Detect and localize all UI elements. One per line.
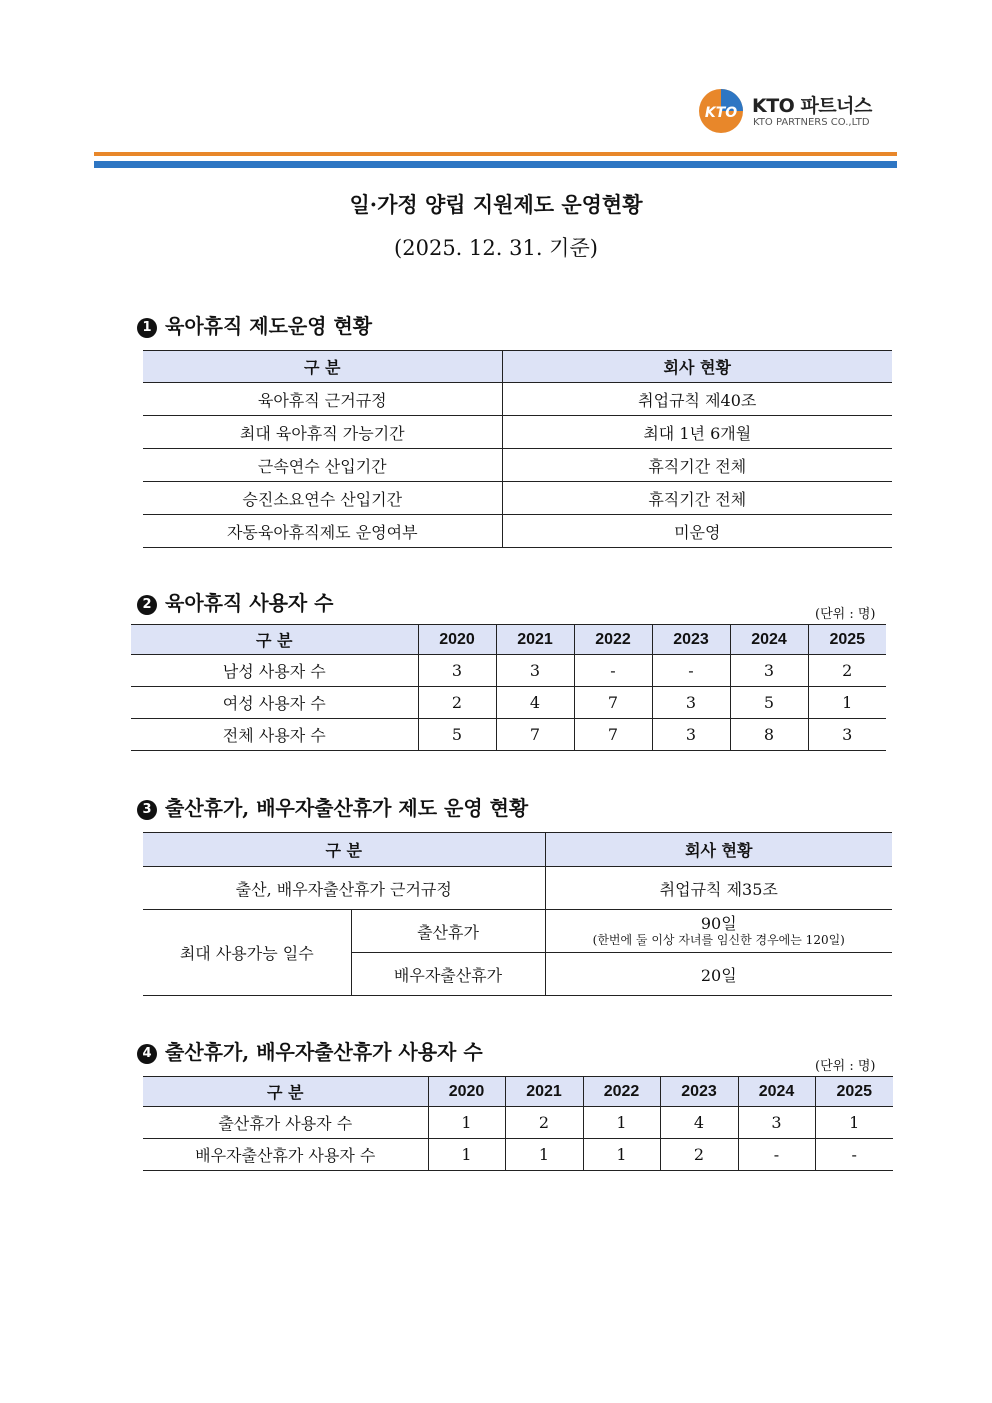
section-3-heading bbox=[137, 792, 528, 821]
logo-mark-text: KTO bbox=[704, 105, 738, 121]
cell-value: 2 bbox=[660, 1139, 738, 1171]
header-rule-orange bbox=[94, 152, 897, 156]
table-row bbox=[143, 867, 892, 910]
parental-leave-policy-table bbox=[143, 350, 892, 548]
year-header: 2022 bbox=[574, 625, 652, 655]
table-header: 구 분 bbox=[143, 833, 545, 867]
cell-value: 2 bbox=[808, 655, 886, 687]
cell-value: 1 bbox=[583, 1107, 660, 1139]
row-label: 승진소요연수 산입기간 bbox=[143, 482, 502, 515]
cell-value: 5 bbox=[730, 687, 808, 719]
maternity-leave-policy-table bbox=[143, 832, 892, 996]
sub-label: 배우자출산휴가 bbox=[351, 953, 545, 996]
cell-value: 1 bbox=[583, 1139, 660, 1171]
cell-value: 5 bbox=[418, 719, 496, 751]
year-header: 2022 bbox=[583, 1077, 660, 1107]
year-header: 2024 bbox=[730, 625, 808, 655]
row-value: 20일 bbox=[545, 953, 892, 996]
table-header: 회사 현황 bbox=[502, 351, 892, 383]
section-number-badge: 2 bbox=[137, 595, 157, 615]
document-date: (2025. 12. 31. 기준) bbox=[394, 236, 598, 260]
table-row bbox=[143, 910, 892, 953]
cell-value: 1 bbox=[505, 1139, 583, 1171]
year-header: 2024 bbox=[738, 1077, 815, 1107]
table-row bbox=[131, 687, 886, 719]
section-title: 출산휴가, 배우자출산휴가 사용자 수 bbox=[165, 1040, 483, 1064]
cell-value: 1 bbox=[808, 687, 886, 719]
document-title: 일·가정 양립 지원제도 운영현황 bbox=[349, 192, 643, 217]
cell-value: 4 bbox=[496, 687, 574, 719]
sub-label: 출산휴가 bbox=[351, 910, 545, 953]
row-value: 취업규칙 제35조 bbox=[545, 867, 892, 910]
row-label: 배우자출산휴가 사용자 수 bbox=[143, 1139, 428, 1171]
table-header: 구 분 bbox=[131, 625, 418, 655]
table-row bbox=[143, 1107, 893, 1139]
unit-label: (단위 : 명) bbox=[815, 1059, 876, 1074]
cell-value: 1 bbox=[815, 1107, 893, 1139]
section-4-heading bbox=[137, 1036, 483, 1065]
cell-value: 3 bbox=[652, 719, 730, 751]
maternity-days: 90일 bbox=[700, 914, 737, 933]
section-title: 육아휴직 사용자 수 bbox=[165, 591, 334, 615]
table-header: 구 분 bbox=[143, 351, 502, 383]
cell-value: - bbox=[815, 1139, 893, 1171]
section-title: 육아휴직 제도운영 현황 bbox=[165, 314, 373, 338]
row-label: 여성 사용자 수 bbox=[131, 687, 418, 719]
table-row bbox=[143, 416, 892, 449]
section-1-heading bbox=[137, 310, 372, 339]
section-number-badge: 4 bbox=[137, 1044, 157, 1064]
row-label: 전체 사용자 수 bbox=[131, 719, 418, 751]
row-label: 남성 사용자 수 bbox=[131, 655, 418, 687]
row-label: 자동육아휴직제도 운영여부 bbox=[143, 515, 502, 548]
year-header: 2023 bbox=[652, 625, 730, 655]
table-row bbox=[143, 515, 892, 548]
year-header: 2023 bbox=[660, 1077, 738, 1107]
kto-logo-icon bbox=[698, 88, 744, 134]
section-2-heading bbox=[137, 587, 334, 616]
table-row bbox=[143, 449, 892, 482]
cell-value: 3 bbox=[730, 655, 808, 687]
row-value bbox=[545, 910, 892, 953]
cell-value: 3 bbox=[496, 655, 574, 687]
row-value: 최대 1년 6개월 bbox=[502, 416, 892, 449]
cell-value: 2 bbox=[418, 687, 496, 719]
row-label: 출산, 배우자출산휴가 근거규정 bbox=[143, 867, 545, 910]
row-value: 휴직기간 전체 bbox=[502, 482, 892, 515]
cell-value: 3 bbox=[738, 1107, 815, 1139]
table-row bbox=[143, 1139, 893, 1171]
year-header: 2021 bbox=[496, 625, 574, 655]
cell-value: 7 bbox=[574, 687, 652, 719]
logo-brand: KTO 파트너스 bbox=[752, 95, 872, 117]
section-number-badge: 1 bbox=[137, 318, 157, 338]
cell-value: 3 bbox=[418, 655, 496, 687]
company-logo bbox=[698, 88, 898, 138]
unit-label: (단위 : 명) bbox=[815, 607, 876, 622]
parental-leave-users-table bbox=[131, 624, 886, 751]
cell-value: 1 bbox=[428, 1139, 505, 1171]
table-row bbox=[131, 719, 886, 751]
cell-value: - bbox=[574, 655, 652, 687]
cell-value: 7 bbox=[496, 719, 574, 751]
section-title: 출산휴가, 배우자출산휴가 제도 운영 현황 bbox=[165, 796, 529, 820]
row-value: 휴직기간 전체 bbox=[502, 449, 892, 482]
row-value: 미운영 bbox=[502, 515, 892, 548]
cell-value: 4 bbox=[660, 1107, 738, 1139]
cell-value: 3 bbox=[808, 719, 886, 751]
header-rule-blue bbox=[94, 161, 897, 168]
table-header: 회사 현황 bbox=[545, 833, 892, 867]
table-row bbox=[143, 482, 892, 515]
row-label: 출산휴가 사용자 수 bbox=[143, 1107, 428, 1139]
year-header: 2021 bbox=[505, 1077, 583, 1107]
row-label: 최대 사용가능 일수 bbox=[143, 910, 351, 996]
maternity-leave-users-table bbox=[143, 1076, 893, 1171]
table-header: 구 분 bbox=[143, 1077, 428, 1107]
logo-subtitle: KTO PARTNERS CO.,LTD bbox=[753, 117, 870, 128]
row-label: 근속연수 산입기간 bbox=[143, 449, 502, 482]
cell-value: 3 bbox=[652, 687, 730, 719]
year-header: 2020 bbox=[418, 625, 496, 655]
cell-value: - bbox=[738, 1139, 815, 1171]
year-header: 2025 bbox=[808, 625, 886, 655]
cell-value: 1 bbox=[428, 1107, 505, 1139]
section-number-badge: 3 bbox=[137, 800, 157, 820]
row-label: 최대 육아휴직 가능기간 bbox=[143, 416, 502, 449]
table-row bbox=[131, 655, 886, 687]
cell-value: 8 bbox=[730, 719, 808, 751]
maternity-note: (한번에 둘 이상 자녀를 임신한 경우에는 120일) bbox=[592, 933, 845, 947]
year-header: 2025 bbox=[815, 1077, 893, 1107]
table-row bbox=[143, 383, 892, 416]
cell-value: 2 bbox=[505, 1107, 583, 1139]
cell-value: - bbox=[652, 655, 730, 687]
row-value: 취업규칙 제40조 bbox=[502, 383, 892, 416]
row-label: 육아휴직 근거규정 bbox=[143, 383, 502, 416]
year-header: 2020 bbox=[428, 1077, 505, 1107]
cell-value: 7 bbox=[574, 719, 652, 751]
